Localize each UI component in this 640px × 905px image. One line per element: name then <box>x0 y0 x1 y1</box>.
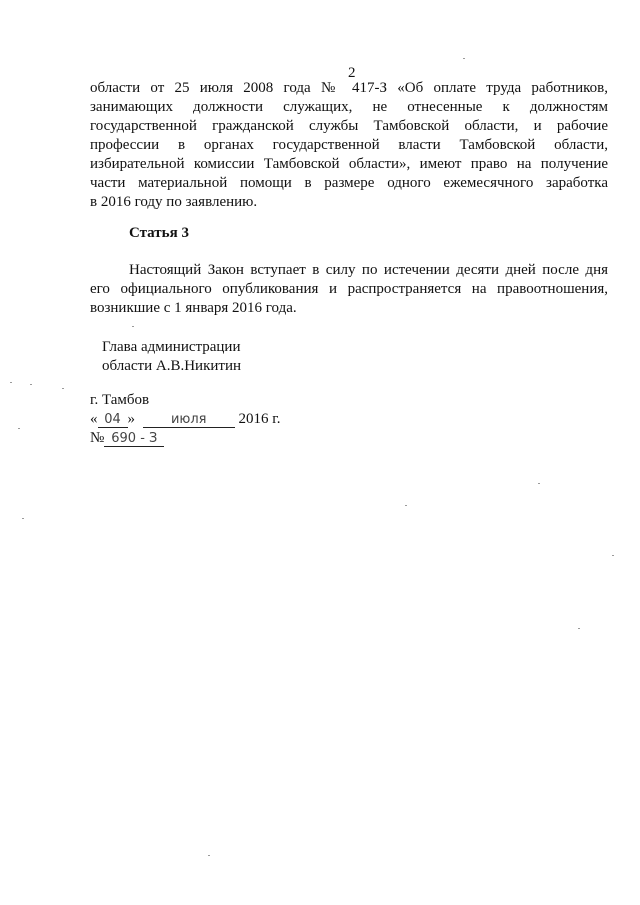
number-sign: № <box>90 430 105 446</box>
paragraph-line: части материальной помощи в размере одного ежемесячного заработка <box>90 175 608 191</box>
date-month: июля <box>143 412 235 428</box>
scan-speck <box>10 382 12 383</box>
law-paragraph <box>90 79 608 212</box>
date-open-quote: « <box>90 411 98 427</box>
scan-speck <box>208 855 210 856</box>
scan-speck <box>132 326 134 327</box>
article-title: Статья 3 <box>129 225 189 241</box>
page-number: 2 <box>348 65 356 81</box>
date-day: 04 <box>98 412 128 428</box>
scan-speck <box>405 505 407 506</box>
paragraph-line: профессии в органах государственной власти Тамбовской области, <box>90 137 608 153</box>
scan-speck <box>538 483 540 484</box>
date-line <box>90 410 280 429</box>
scan-speck <box>463 58 465 59</box>
article-line: Настоящий Закон вступает в силу по истечении десяти дней после дня <box>129 262 608 278</box>
scan-speck <box>22 518 24 519</box>
scan-speck <box>62 388 64 389</box>
scan-speck <box>578 628 580 629</box>
paragraph-line: государственной гражданской службы Тамбовской области, и рабочие <box>90 118 608 134</box>
article-line: возникшие с 1 января 2016 года. <box>90 300 297 316</box>
law-number-line <box>90 429 280 448</box>
paragraph-line: в 2016 году по заявлению. <box>90 194 258 210</box>
paragraph-line: избирательной комиссии Тамбовской области», имеют право на получение <box>90 156 608 172</box>
date-year: 2016 г. <box>238 411 281 427</box>
signature-name: области А.В.Никитин <box>102 358 242 374</box>
signature-block <box>102 338 241 376</box>
article-line: его официального опубликования и распространяется на правоотношения, <box>90 281 608 297</box>
article-body <box>90 261 608 318</box>
paragraph-line: области от 25 июля 2008 года № 417-З «Об оплате труда работников, <box>90 80 608 96</box>
signature-title: Глава администрации <box>102 339 241 355</box>
scan-speck <box>30 384 32 385</box>
paragraph-line: занимающих должности служащих, не отнесенные к должностям <box>90 99 608 115</box>
scan-speck <box>18 428 20 429</box>
date-close-quote: » <box>127 411 135 427</box>
law-number: 690 - З <box>104 431 164 447</box>
scan-speck <box>612 555 614 556</box>
place-date-block <box>90 391 280 448</box>
city-label: г. Тамбов <box>90 392 150 408</box>
